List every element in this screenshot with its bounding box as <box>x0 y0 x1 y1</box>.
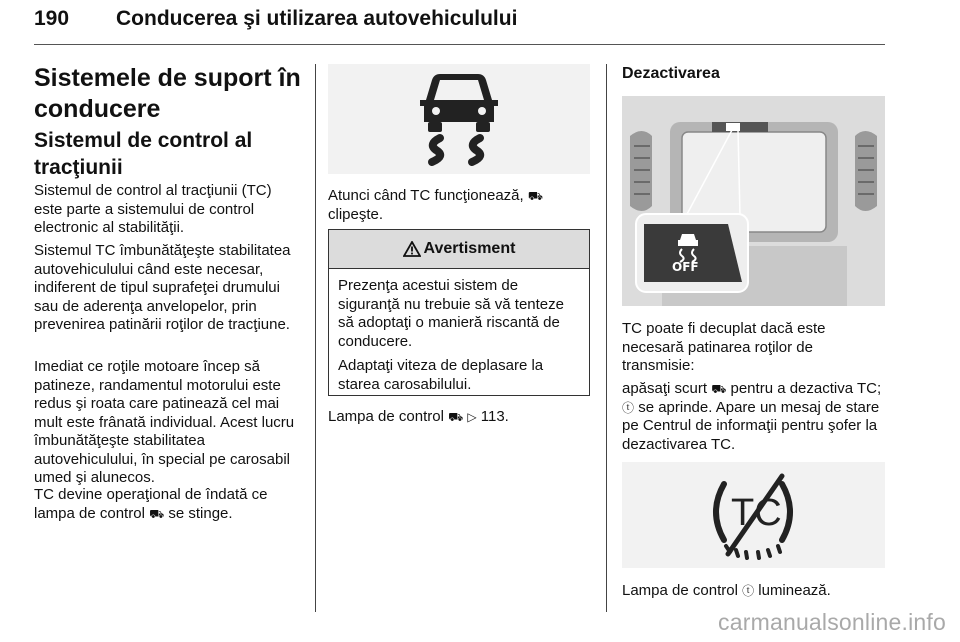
tc-indicator-label: TC <box>731 492 782 534</box>
off-button-label: OFF <box>672 260 699 274</box>
paragraph-tc-stability: Sistemul TC îmbunătăţeşte stabilitatea autovehiculului când este necesar, indiferent de tipul suprafeţei drumului sau de aderenţa anvelopelor, prin prevenirea patinării roţilor de tracţiune. <box>34 242 291 333</box>
tc-symbol-illustration <box>328 64 590 174</box>
tc-off-icon: ⓣ <box>622 400 635 415</box>
lamp-reference <box>328 408 590 427</box>
chapter-title: Conducerea şi utilizarea autovehiculului <box>116 7 518 30</box>
section-title: Sistemele de suport în conducere <box>34 64 301 123</box>
text: clipeşte. <box>328 205 384 223</box>
text: apăsaţi scurt <box>622 380 708 397</box>
lamp-lights <box>622 582 888 601</box>
watermark: carmanualsonline.info <box>718 609 946 635</box>
dashboard-photo <box>622 96 885 306</box>
text: luminează. <box>758 582 831 599</box>
deactivation-heading: Dezactivarea <box>622 65 720 82</box>
warning-body <box>329 269 589 394</box>
paragraph-tc-wheelspin: Imediat ce roţile motoare încep să patineze, randamentul motorului este redus şi roata care patinează cel mai mult este frânată individual. Acest lucru îmbunătăţeşte stabilitatea autovehiculului, în special pe carosabil umed şi alunecos. <box>34 358 295 486</box>
text: se aprinde. Apare un mesaj de stare pe Centrul de informaţii pentru şofer la dezactivarea TC. <box>622 398 880 453</box>
traction-control-icon: ⛟ <box>149 506 165 521</box>
traction-control-icon: ⛟ <box>527 189 543 203</box>
dashboard-illustration <box>622 96 885 306</box>
text: Lampa de control <box>622 582 738 599</box>
text: se stinge. <box>168 504 233 522</box>
warning-title: Avertisment <box>423 240 516 257</box>
warning-text-1: Prezenţa acestui sistem de siguranţă nu trebuie să vă tenteze să adoptaţi o manieră riscantă de conducere. <box>338 277 564 350</box>
text: TC devine operaţional de îndată ce lampa de control <box>34 486 268 522</box>
caption-tc-blinks <box>328 187 590 224</box>
traction-control-icon: ⛟ <box>711 382 727 396</box>
subsection-title: Sistemul de control al tracţiunii <box>34 129 253 179</box>
column-divider-2 <box>606 64 607 612</box>
traction-control-icon: ⛟ <box>448 410 464 424</box>
page-number: 190 <box>34 7 70 30</box>
column-divider-1 <box>315 64 316 612</box>
paragraph-deactivation-steps <box>622 380 888 454</box>
text: Lampa de control <box>328 408 444 425</box>
traction-control-car-icon <box>328 64 590 174</box>
tc-off-icon: ⓣ <box>742 584 755 598</box>
paragraph-tc-intro: Sistemul de control al tracţiunii (TC) este parte a sistemului de control electronic al stabilităţii. <box>34 182 272 236</box>
text: Atunci când TC funcţionează, <box>328 187 524 204</box>
paragraph-deactivation: TC poate fi decuplat dacă este necesară patinarea roţilor de transmisie: <box>622 320 826 374</box>
warning-header <box>329 230 589 269</box>
tc-off-indicator-illustration <box>622 462 885 568</box>
paragraph-tc-operational <box>34 486 304 523</box>
warning-triangle-icon <box>403 241 421 257</box>
text: pentru a dezactiva TC; <box>730 380 882 397</box>
warning-text-2: Adaptaţi viteza de deplasare la starea carosabilului. <box>338 357 544 393</box>
page-ref: 113. <box>480 408 509 425</box>
page-reference-arrow-icon: ▷ <box>467 410 477 424</box>
header-rule <box>34 44 885 45</box>
warning-box <box>328 229 590 396</box>
